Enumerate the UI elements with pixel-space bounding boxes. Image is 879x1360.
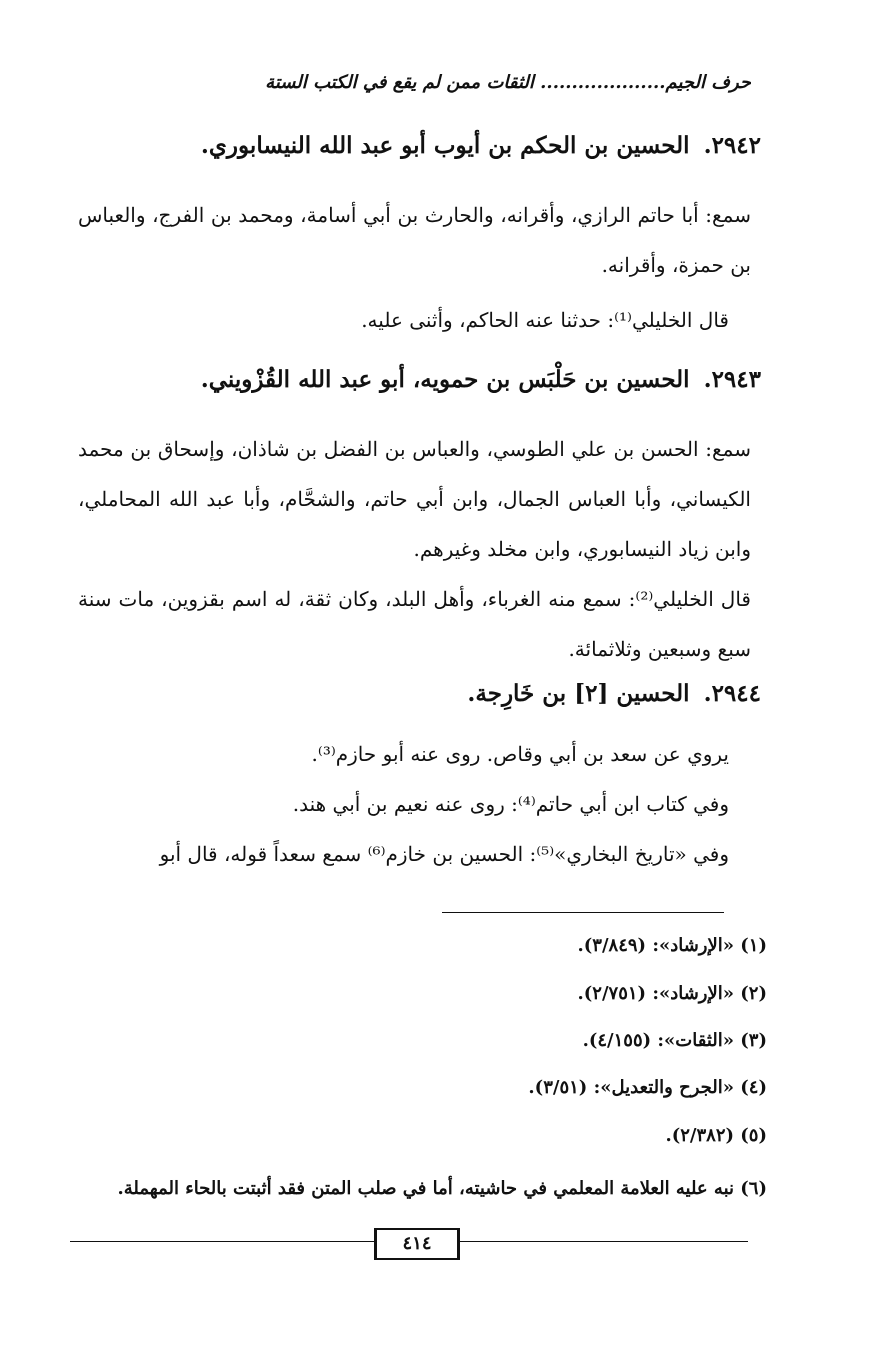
- entry-title: الحسين بن حَلْبَس بن حمويه، أبو عبد الله القُزْويني.: [200, 366, 690, 393]
- entry-number: ٢٩٤٤.: [703, 680, 761, 707]
- footnote: (٦) نبه عليه العلامة المعلمي في حاشيته، أما في صلب المتن فقد أثبتت بالحاء المهملة.: [117, 1178, 767, 1199]
- entry-paragraph: سمع: أبا حاتم الرازي، وأقرانه، والحارث بن أبي أسامة، ومحمد بن الفرج، والعباس بن حمزة، وأقرانه.: [78, 203, 751, 277]
- footer-rule-left: [70, 1241, 374, 1242]
- entry-title: الحسين بن الحكم بن أيوب أبو عبد الله النيسابوري.: [200, 132, 690, 159]
- entry-paragraph: يروي عن سعد بن أبي وقاص. روى عنه أبو حازم⁽³⁾.: [311, 742, 729, 766]
- footnote: (٤) «الجرح والتعديل»: (٣/٥١).: [528, 1077, 767, 1098]
- entry-paragraph: قال الخليلي⁽²⁾: سمع منه الغرباء، وأهل البلد، وكان ثقة، له اسم بقزوين، مات سنة سبع وسبعين وثلاثمائة.: [78, 587, 751, 661]
- page-number: ٤١٤: [374, 1228, 460, 1260]
- footnote: (٣) «الثقات»: (٤/١٥٥).: [582, 1030, 767, 1051]
- running-header: حرف الجيم.................... الثقات ممن لم يقع في الكتب الستة: [265, 72, 751, 93]
- entry-paragraph: سمع: الحسن بن علي الطوسي، والعباس بن الفضل بن شاذان، وإسحاق بن محمد الكيساني، وأبا العباس الجمال، وابن أبي حاتم، والشحَّام، وأبا عبد الله المحاملي، وابن زياد النيسابوري، وابن مخلد وغيرهم.: [78, 437, 751, 561]
- footnote: (١) «الإرشاد»: (٣/٨٤٩).: [577, 935, 767, 956]
- entry-paragraph: وفي «تاريخ البخاري»⁽⁵⁾: الحسين بن خازم⁽⁶⁾ سمع سعداً قوله، قال أبو: [159, 842, 729, 866]
- footnote: (٥) (٢/٣٨٢).: [665, 1125, 767, 1146]
- entry-number: ٢٩٤٣.: [703, 366, 761, 393]
- entry-heading: [467, 680, 761, 707]
- entry-heading: [201, 366, 761, 393]
- footer-rule-right: [454, 1241, 748, 1242]
- entry-paragraph: قال الخليلي⁽¹⁾: حدثنا عنه الحاكم، وأثنى عليه.: [361, 308, 729, 332]
- entry-number: ٢٩٤٢.: [703, 132, 761, 159]
- entry-paragraph: وفي كتاب ابن أبي حاتم⁽⁴⁾: روى عنه نعيم بن أبي هند.: [292, 792, 729, 816]
- footnote: (٢) «الإرشاد»: (٢/٧٥١).: [577, 983, 767, 1004]
- entry-title: الحسين [٢] بن خَارِجة.: [467, 680, 690, 707]
- footnote-separator: [442, 912, 724, 913]
- entry-heading: [201, 132, 761, 159]
